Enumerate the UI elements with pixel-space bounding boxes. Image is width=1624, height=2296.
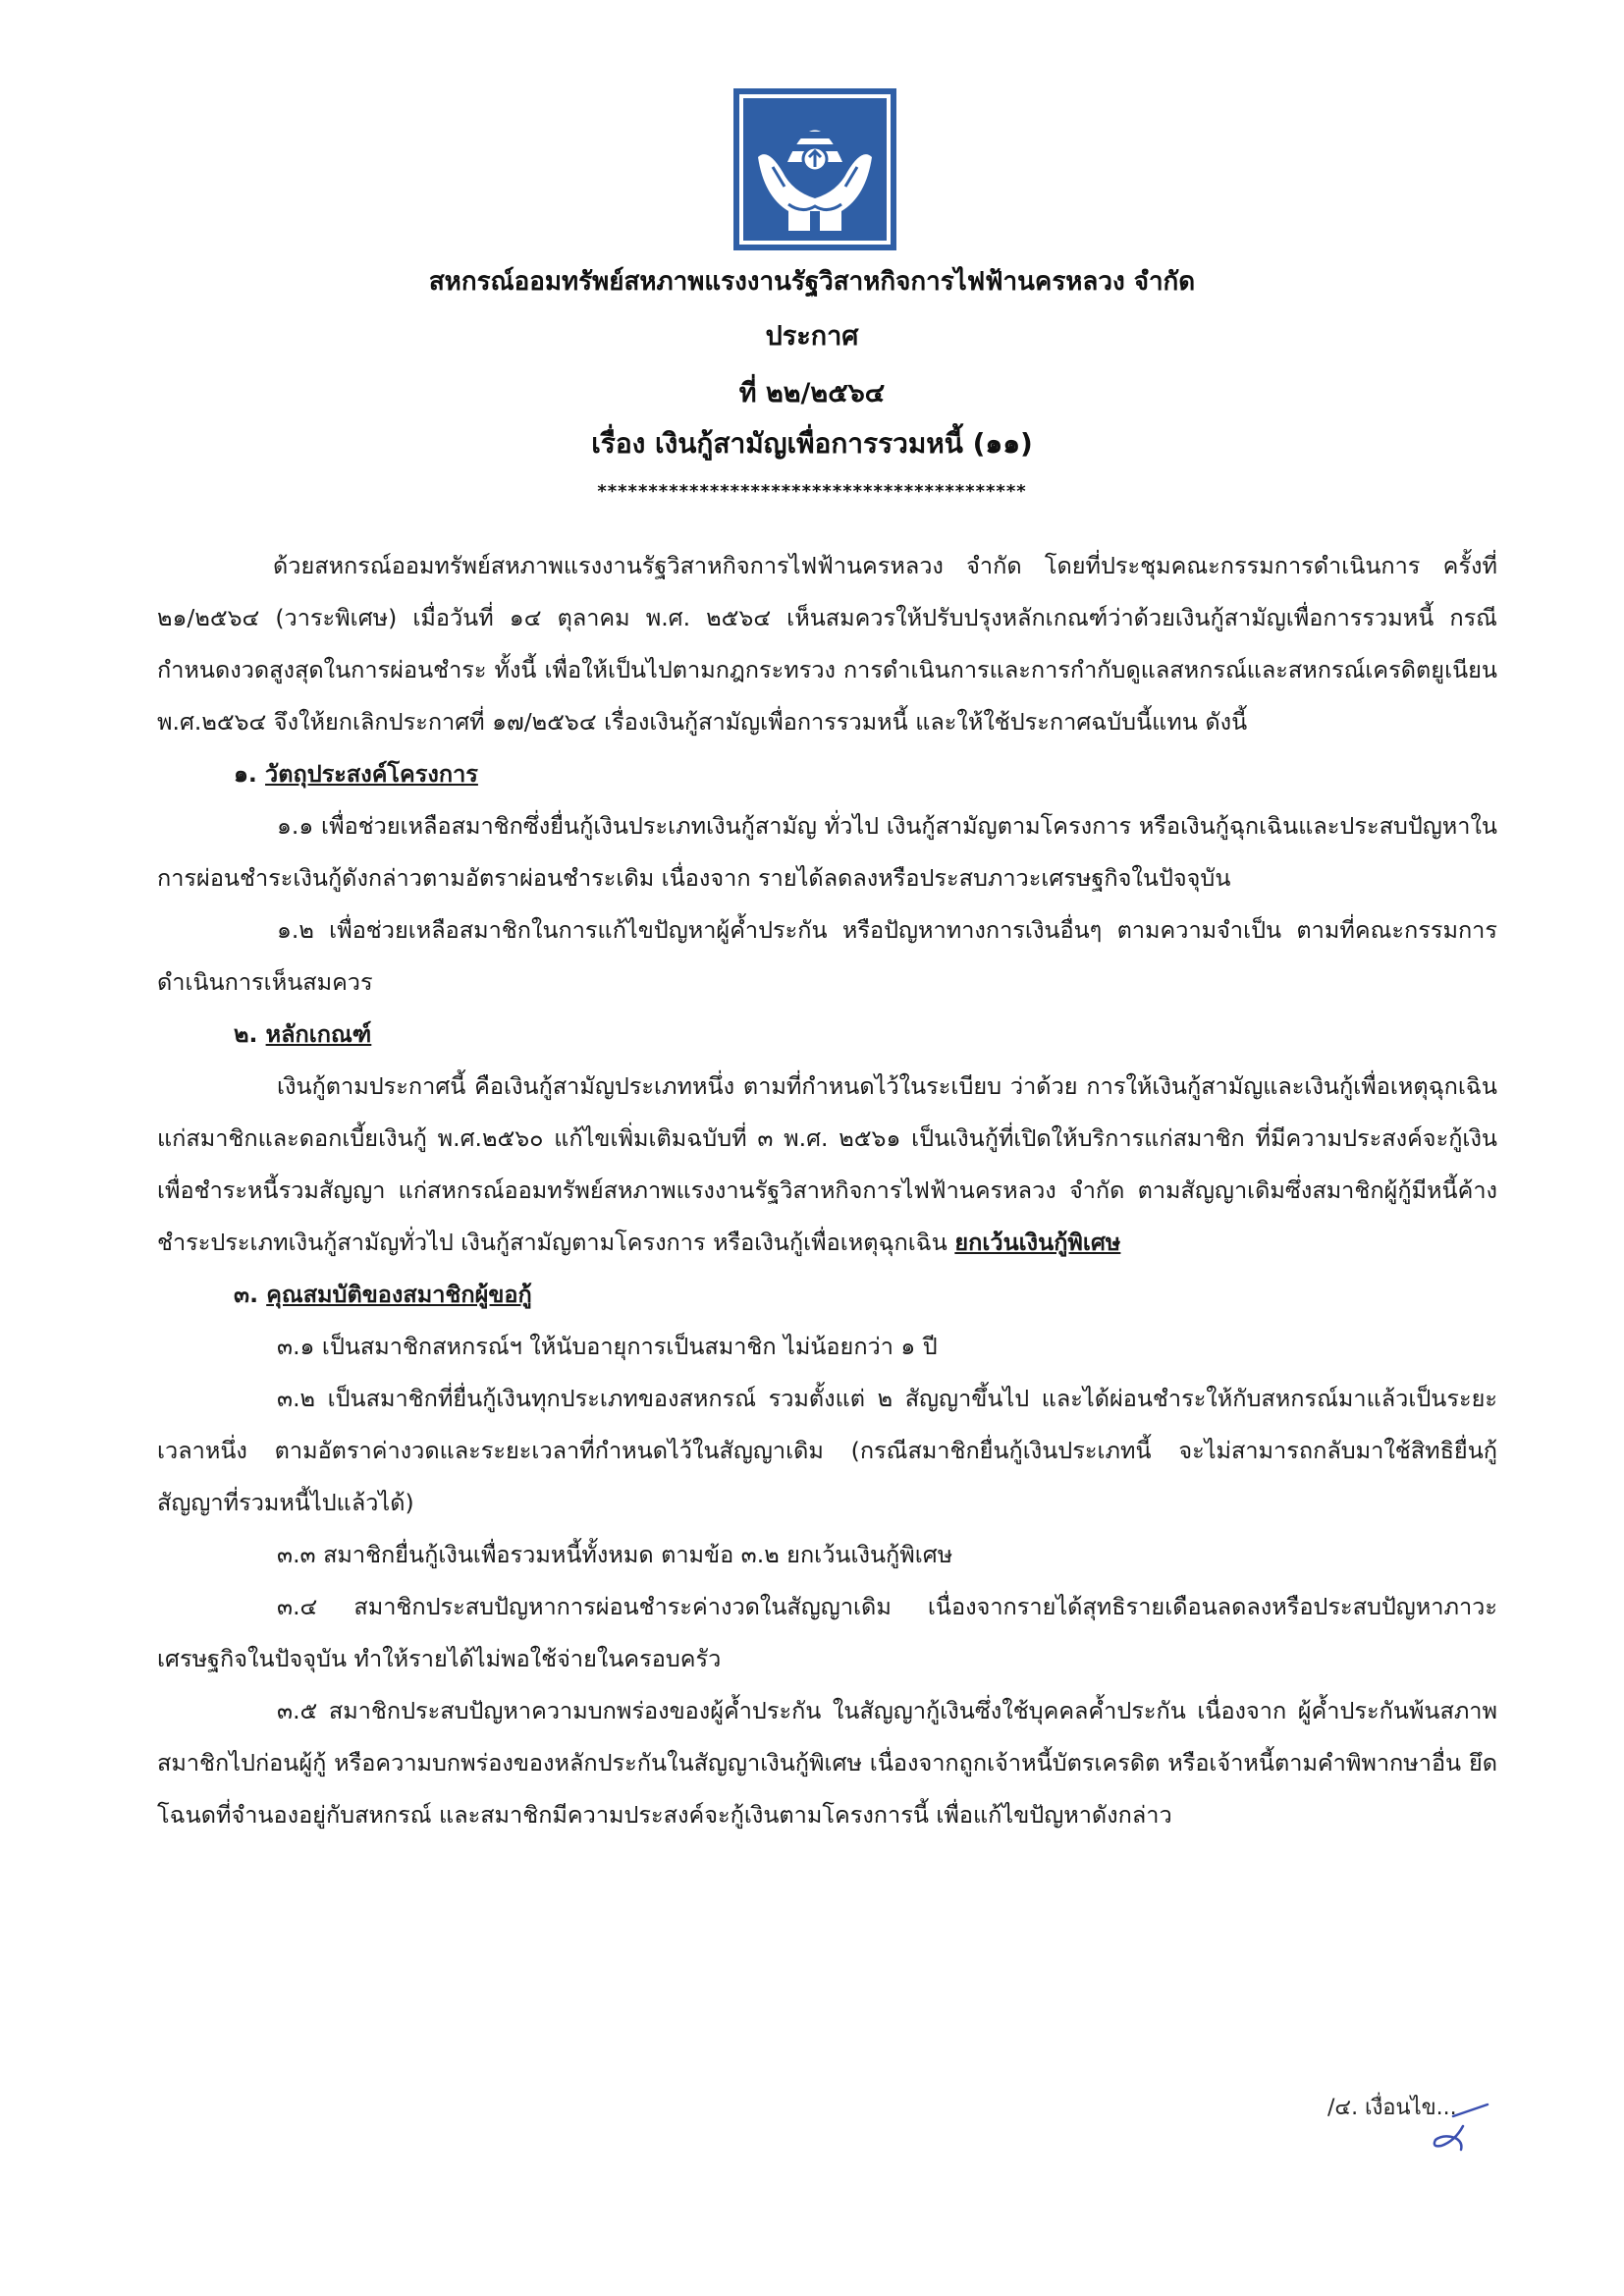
section-3-item-1: ๓.๑ เป็นสมาชิกสหกรณ์ฯ ให้นับอายุการเป็นสมาชิก ไม่น้อยกว่า ๑ ปี [277, 1333, 938, 1360]
section-1-heading [157, 748, 1497, 800]
signature-mark [1394, 2097, 1492, 2156]
document-number: ที่ ๒๒/๒๕๖๔ [738, 378, 886, 409]
organization-name: สหกรณ์ออมทรัพย์สหภาพแรงงานรัฐวิสาหกิจการไฟฟ้านครหลวง จำกัด [428, 267, 1196, 297]
section-1-item-2: ๑.๒ เพื่อช่วยเหลือสมาชิกในการแก้ไขปัญหาผู้ค้ำประกัน หรือปัญหาทางการเงินอื่นๆ ตามความจำเป็น ตามที่คณะกรรมการดำเนินการเห็นสมควร [157, 916, 1497, 996]
section-2-emphasis: ยกเว้นเงินกู้พิเศษ [954, 1229, 1121, 1256]
section-2-number: ๒. [234, 1020, 258, 1048]
document-type: ประกาศ [765, 321, 859, 352]
document-subject: เรื่อง เงินกู้สามัญเพื่อการรวมหนี้ (๑๑) [591, 427, 1033, 460]
separator-line: ****************************************** [597, 481, 1027, 502]
section-3-item-4: ๓.๔ สมาชิกประสบปัญหาการผ่อนชำระค่างวดในสัญญาเดิม เนื่องจากรายได้สุทธิรายเดือนลดลงหรือประสบปัญหาภาวะเศรษฐกิจในปัจจุบัน ทำให้รายได้ไม่พอใช้จ่ายในครอบครัว [157, 1593, 1497, 1672]
section-3-heading [157, 1269, 1497, 1321]
section-3-number: ๓. [234, 1281, 258, 1308]
section-3-item-2: ๓.๒ เป็นสมาชิกที่ยื่นกู้เงินทุกประเภทของสหกรณ์ รวมตั้งแต่ ๒ สัญญาขึ้นไป และได้ผ่อนชำระให้กับสหกรณ์มาแล้วเป็นระยะเวลาหนึ่ง ตามอัตราค่างวดและระยะเวลาที่กำหนดไว้ในสัญญาเดิม (กรณีสมาชิกยื่นกู้เงินประเภทนี้ จะไม่สามารถกลับมาใช้สิทธิยื่นกู้สัญญาที่รวมหนี้ไปแล้วได้) [157, 1385, 1497, 1516]
section-2-title: หลักเกณฑ์ [265, 1020, 372, 1048]
section-2-paragraph [157, 1061, 1497, 1269]
cooperative-logo [733, 88, 896, 250]
section-1-item-1: ๑.๑ เพื่อช่วยเหลือสมาชิกซึ่งยื่นกู้เงินประเภทเงินกู้สามัญ ทั่วไป เงินกู้สามัญตามโครงการ หรือเงินกู้ฉุกเฉินและประสบปัญหาในการผ่อนชำระเงินกู้ดังกล่าวตามอัตราผ่อนชำระเดิม เนื่องจาก รายได้ลดลงหรือประสบภาวะเศรษฐกิจในปัจจุบัน [157, 812, 1497, 892]
section-3-item-5: ๓.๕ สมาชิกประสบปัญหาความบกพร่องของผู้ค้ำประกัน ในสัญญากู้เงินซึ่งใช้บุคคลค้ำประกัน เนื่องจาก ผู้ค้ำประกันพ้นสภาพสมาชิกไปก่อนผู้กู้ หรือความบกพร่องของหลักประกันในสัญญาเงินกู้พิเศษ เนื่องจากถูกเจ้าหนี้บัตรเครดิต หรือเจ้าหนี้ตามคำพิพากษาอื่น ยึดโฉนดที่จำนองอยู่กับสหกรณ์ และสมาชิกมีความประสงค์จะกู้เงินตามโครงการนี้ เพื่อแก้ไขปัญหาดังกล่าว [157, 1697, 1497, 1829]
section-1-title: วัตถุประสงค์โครงการ [265, 760, 478, 788]
document-body [157, 540, 1497, 1841]
section-3-title: คุณสมบัติของสมาชิกผู้ขอกู้ [266, 1281, 532, 1308]
section-3-item-3: ๓.๓ สมาชิกยื่นกู้เงินเพื่อรวมหนี้ทั้งหมด ตามข้อ ๓.๒ ยกเว้นเงินกู้พิเศษ [277, 1541, 953, 1568]
section-1-number: ๑. [234, 760, 257, 788]
intro-paragraph: ด้วยสหกรณ์ออมทรัพย์สหภาพแรงงานรัฐวิสาหกิจการไฟฟ้านครหลวง จำกัด โดยที่ประชุมคณะกรรมการดำเนินการ ครั้งที่ ๒๑/๒๕๖๔ (วาระพิเศษ) เมื่อวันที่ ๑๔ ตุลาคม พ.ศ. ๒๕๖๔ เห็นสมควรให้ปรับปรุงหลักเกณฑ์ว่าด้วยเงินกู้สามัญเพื่อการรวมหนี้ กรณีกำหนดงวดสูงสุดในการผ่อนชำระ ทั้งนี้ เพื่อให้เป็นไปตามกฎกระทรวง การดำเนินการและการกำกับดูแลสหกรณ์และสหกรณ์เครดิตยูเนียน พ.ศ.๒๕๖๔ จึงให้ยกเลิกประกาศที่ ๑๗/๒๕๖๔ เรื่องเงินกู้สามัญเพื่อการรวมหนี้ และให้ใช้ประกาศฉบับนี้แทน ดังนี้ [157, 552, 1497, 736]
section-2-heading [157, 1009, 1497, 1061]
section-2-text: เงินกู้ตามประกาศนี้ คือเงินกู้สามัญประเภทหนึ่ง ตามที่กำหนดไว้ในระเบียบ ว่าด้วย การให้เงินกู้สามัญและเงินกู้เพื่อเหตุฉุกเฉินแก่สมาชิกและดอกเบี้ยเงินกู้ พ.ศ.๒๕๖๐ แก้ไขเพิ่มเติมฉบับที่ ๓ พ.ศ. ๒๕๖๑ เป็นเงินกู้ที่เปิดให้บริการแก่สมาชิก ที่มีความประสงค์จะกู้เงิน เพื่อชำระหนี้รวมสัญญา แก่สหกรณ์ออมทรัพย์สหภาพแรงงานรัฐวิสาหกิจการไฟฟ้านครหลวง จำกัด ตามสัญญาเดิมซึ่งสมาชิกผู้กู้มีหนี้ค้างชำระประเภทเงินกู้สามัญทั่วไป เงินกู้สามัญตามโครงการ หรือเงินกู้เพื่อเหตุฉุกเฉิน [157, 1072, 1497, 1256]
continued-note: /๔. เงื่อนไข... [1327, 2096, 1457, 2120]
